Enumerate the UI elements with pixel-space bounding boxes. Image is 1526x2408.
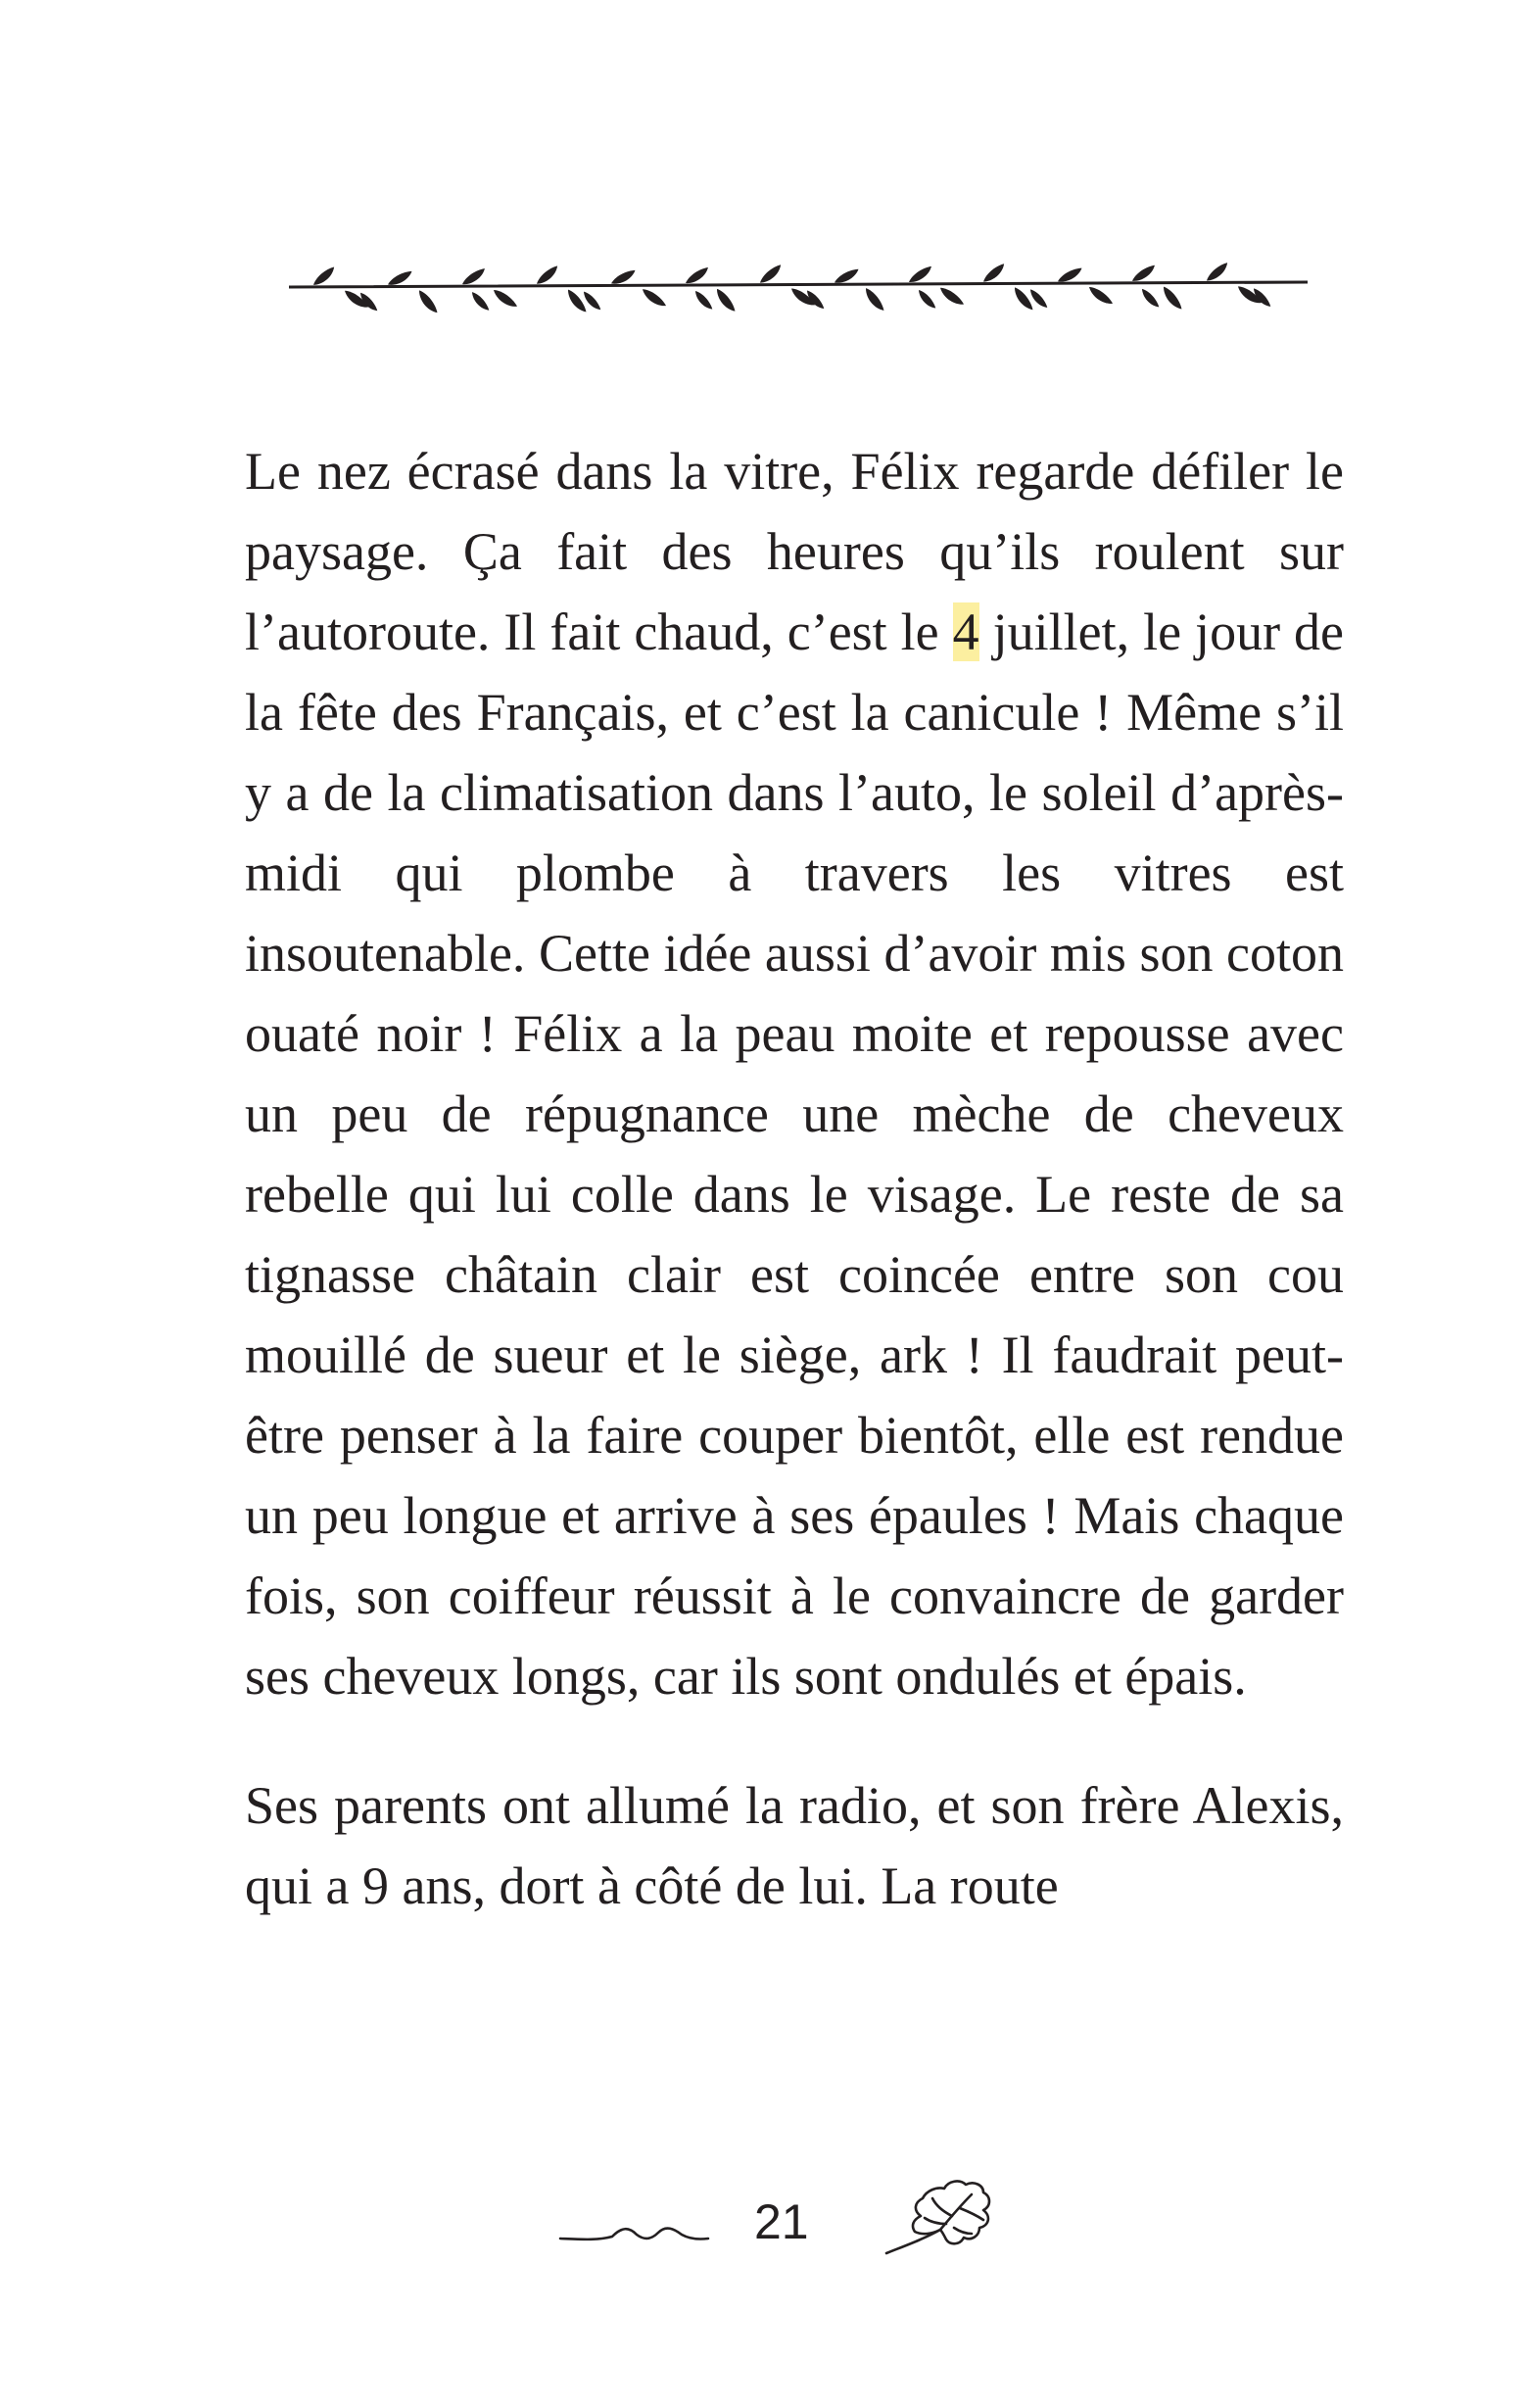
vine-leaf <box>906 265 934 284</box>
vine-leaf <box>938 283 964 311</box>
vine-leaf <box>470 289 490 314</box>
vine-leaf <box>1140 286 1160 312</box>
vine-leaf <box>417 287 438 316</box>
vine-leaf <box>715 286 736 315</box>
vine-leaf <box>1087 282 1113 310</box>
vine-leaf <box>459 267 488 286</box>
paragraph-1-after: juillet, le jour de la fête des Français, et c’est la canicule ! Même s’il y a de la climatisation dans l’auto, le soleil d’après-midi qui plombe à travers les vitres est insoutenable. Cette idée aussi d’avoir mis son coton ouaté noir ! Félix a la peau moite et repousse avec un peu de répugnance une mèche de cheveux rebelle qui lui colle dans le visage. Le reste de sa tignasse châtain clair est coincée entre son cou mouillé de sueur et le siège, ark ! Il faudrait peut-être penser à la faire couper bientôt, elle est rendue un peu longue et arrive à ses épaules ! Mais chaque fois, son coiffeur réussit à le convaincre de garder ses cheveux longs, car ils sont ondulés et épais. <box>245 602 1345 1706</box>
paragraph-1 <box>245 431 1344 1716</box>
vine-leaf <box>310 266 338 287</box>
vine-leaf <box>1056 267 1084 283</box>
vine-leaf <box>566 286 587 315</box>
vine-leaf <box>917 287 936 313</box>
vine-branch-icon <box>289 235 1308 343</box>
body-text <box>245 431 1344 1926</box>
vine-leaf <box>1013 284 1033 313</box>
paragraph-1-before: Le nez écrasé dans la vitre, Félix regarde défiler le paysage. Ça fait des heures qu’ils roulent sur l’autoroute. Il fait chaud, c’est le <box>245 442 1344 661</box>
highlighted-text: 4 <box>952 602 979 661</box>
page-number: 21 <box>754 2194 809 2249</box>
paragraph-2: Ses parents ont allumé la radio, et son frère Alexis, qui a 9 ans, dort à côté de lui. La route <box>245 1776 1344 1915</box>
vine-leaf <box>683 266 711 285</box>
vine-leaf <box>693 288 713 313</box>
vine-leaf <box>864 285 884 314</box>
vine-leaf <box>386 270 414 286</box>
wave-icon <box>558 2219 710 2248</box>
vine-leaf <box>757 265 785 285</box>
vine-leaf <box>833 268 861 284</box>
vine-leaf <box>1162 283 1182 313</box>
vine-leaf <box>980 264 1008 284</box>
vine-leaf <box>1129 265 1158 283</box>
vine-leaf <box>609 269 638 285</box>
vine-leaf <box>492 285 517 313</box>
vine-leaf <box>534 265 561 286</box>
page-footer <box>0 2170 1526 2288</box>
leaf-icon <box>882 2175 1004 2268</box>
vine-leaf <box>641 284 666 312</box>
vine-leaf <box>1204 262 1231 282</box>
